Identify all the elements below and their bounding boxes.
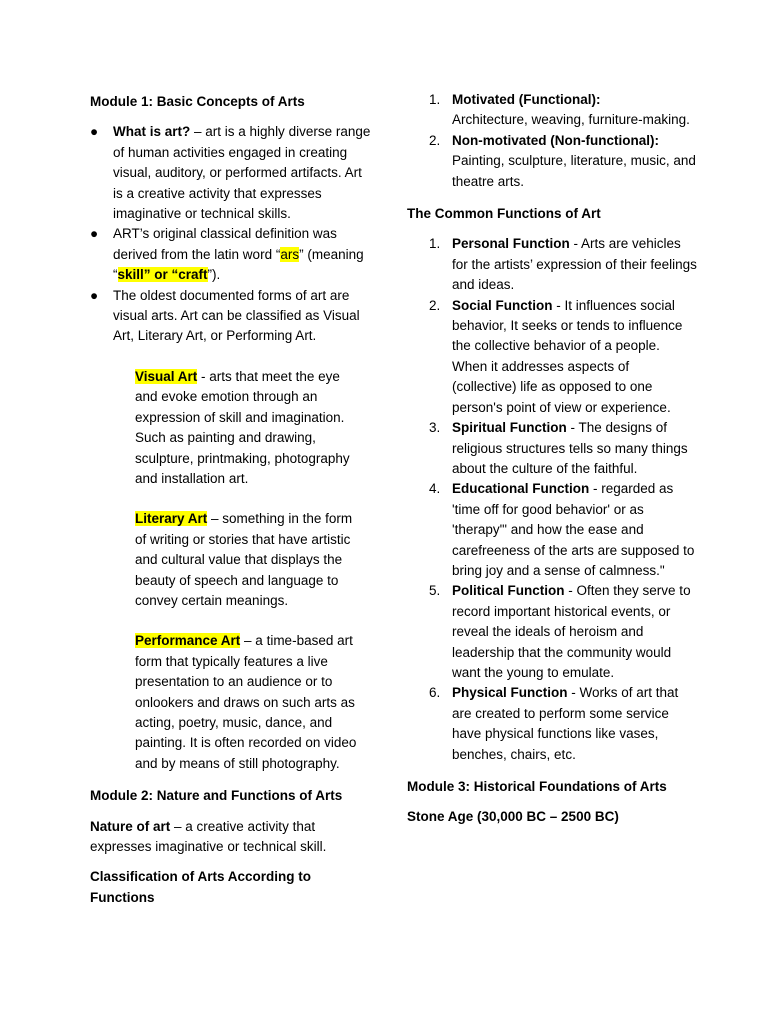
list-item [407, 296, 697, 418]
function-term: Personal Function [452, 236, 570, 252]
list-number: 5. [429, 583, 441, 599]
performance-art-term: Performance Art [135, 633, 241, 649]
list-number: 4. [429, 481, 441, 497]
literary-art-definition [135, 509, 365, 611]
stone-age-heading: Stone Age (30,000 BC – 2500 BC) [407, 809, 619, 825]
classification-text: Painting, sculpture, literature, music, and theatre arts. [452, 153, 696, 189]
performance-art-definition [135, 631, 365, 774]
literary-art-term: Literary Art [135, 511, 208, 527]
bullet-text: ”). [207, 267, 221, 283]
function-term: Physical Function [452, 685, 568, 701]
performance-art-text: – a time-based art form that typically features a live presentation to an audience or to onlookers and draws on such arts as acting, poetry, music, dance, and painting. It is often recorded on video and by means of still photography. [135, 633, 357, 771]
nature-of-art [90, 817, 375, 858]
left-column [90, 90, 375, 918]
list-number: 6. [429, 685, 441, 701]
bullet-icon: ● [90, 124, 99, 140]
module1-bullet-list [90, 122, 375, 346]
functions-list [407, 234, 697, 765]
list-item [90, 224, 375, 285]
list-number: 2. [429, 297, 441, 313]
function-text: - Arts are vehicles for the artists’ expression of their feelings and ideas. [452, 236, 697, 293]
literary-art-text: – something in the form of writing or stories that have artistic and cultural value that displays the beauty of speech and language to convey certain meanings. [135, 511, 353, 608]
classification-term: Motivated (Functional): [452, 92, 601, 107]
nature-term: Nature of art [90, 818, 171, 834]
bullet-lead: What is art? [113, 124, 191, 140]
highlighted-phrase: skill” or “craft [117, 267, 208, 283]
function-term: Political Function [452, 583, 565, 599]
bullet-text: ” (meaning “ [113, 246, 364, 283]
bullet-icon: ● [90, 226, 99, 242]
bullet-icon: ● [90, 287, 99, 303]
function-term: Educational Function [452, 481, 590, 497]
visual-art-definition [135, 367, 365, 489]
module1-title: Module 1: Basic Concepts of Arts [90, 94, 305, 109]
classification-term: Non-motivated (Non-functional): [452, 132, 659, 148]
function-term: Spiritual Function [452, 420, 567, 436]
list-number: 3. [429, 420, 441, 436]
list-number: 1. [429, 92, 441, 107]
list-item [407, 234, 697, 295]
function-text: - Works of art that are created to perform some service have physical functions like vases, benches, chairs, etc. [452, 685, 679, 762]
classification-title: Classification of Arts According to Functions [90, 869, 312, 905]
list-item [90, 122, 375, 224]
list-item [407, 131, 697, 192]
function-term: Social Function [452, 297, 553, 313]
bullet-text: The oldest documented forms of art are visual arts. Art can be classified as Visual Art, Literary Art, or Performing Art. [113, 287, 360, 344]
list-item [407, 90, 697, 131]
list-number: 1. [429, 236, 441, 252]
function-text: - The designs of religious structures tells so many things about the culture of the faithful. [452, 420, 688, 476]
function-text: - regarded as 'time off for good behavior' or as 'therapy'" and how the ease and carefreeness of the arts are supposed to bring joy and a sense of calmness." [452, 481, 695, 578]
classification-text: Architecture, weaving, furniture-making. [452, 112, 690, 128]
bullet-text: – art is a highly diverse range of human activities engaged in creating visual, auditory, or performed artifacts. Art is a creative activity that expresses imaginative or technical skills. [113, 124, 371, 222]
visual-art-term: Visual Art [135, 368, 198, 384]
list-item [407, 581, 697, 683]
nature-text: – a creative activity that expresses imaginative or technical skill. [90, 818, 327, 854]
list-item [407, 683, 697, 765]
right-column [407, 90, 697, 838]
functions-title: The Common Functions of Art [407, 206, 601, 222]
list-number: 2. [429, 132, 441, 148]
function-text: - Often they serve to record important historical events, or reveal the ideals of heroism and leadership that the community would want the young to emulate. [452, 583, 691, 680]
list-item [407, 479, 697, 581]
function-text: - It influences social behavior, It seeks or tends to influence the collective behavior of a people. When it addresses aspects of (collective) life as opposed to one person's point of view or experience. [452, 297, 683, 415]
classification-list [407, 90, 697, 192]
module3-title: Module 3: Historical Foundations of Arts [407, 779, 667, 794]
bullet-text: ART’s original classical definition was derived from the latin word “ [113, 226, 337, 262]
list-item [407, 418, 697, 479]
highlighted-word: ars [280, 246, 300, 262]
visual-art-text: - arts that meet the eye and evoke emotion through an expression of skill and imagination. Such as painting and drawing, sculpture, printmaking, photography and installation art. [135, 368, 350, 486]
module2-title: Module 2: Nature and Functions of Arts [90, 788, 343, 804]
list-item [90, 286, 375, 347]
